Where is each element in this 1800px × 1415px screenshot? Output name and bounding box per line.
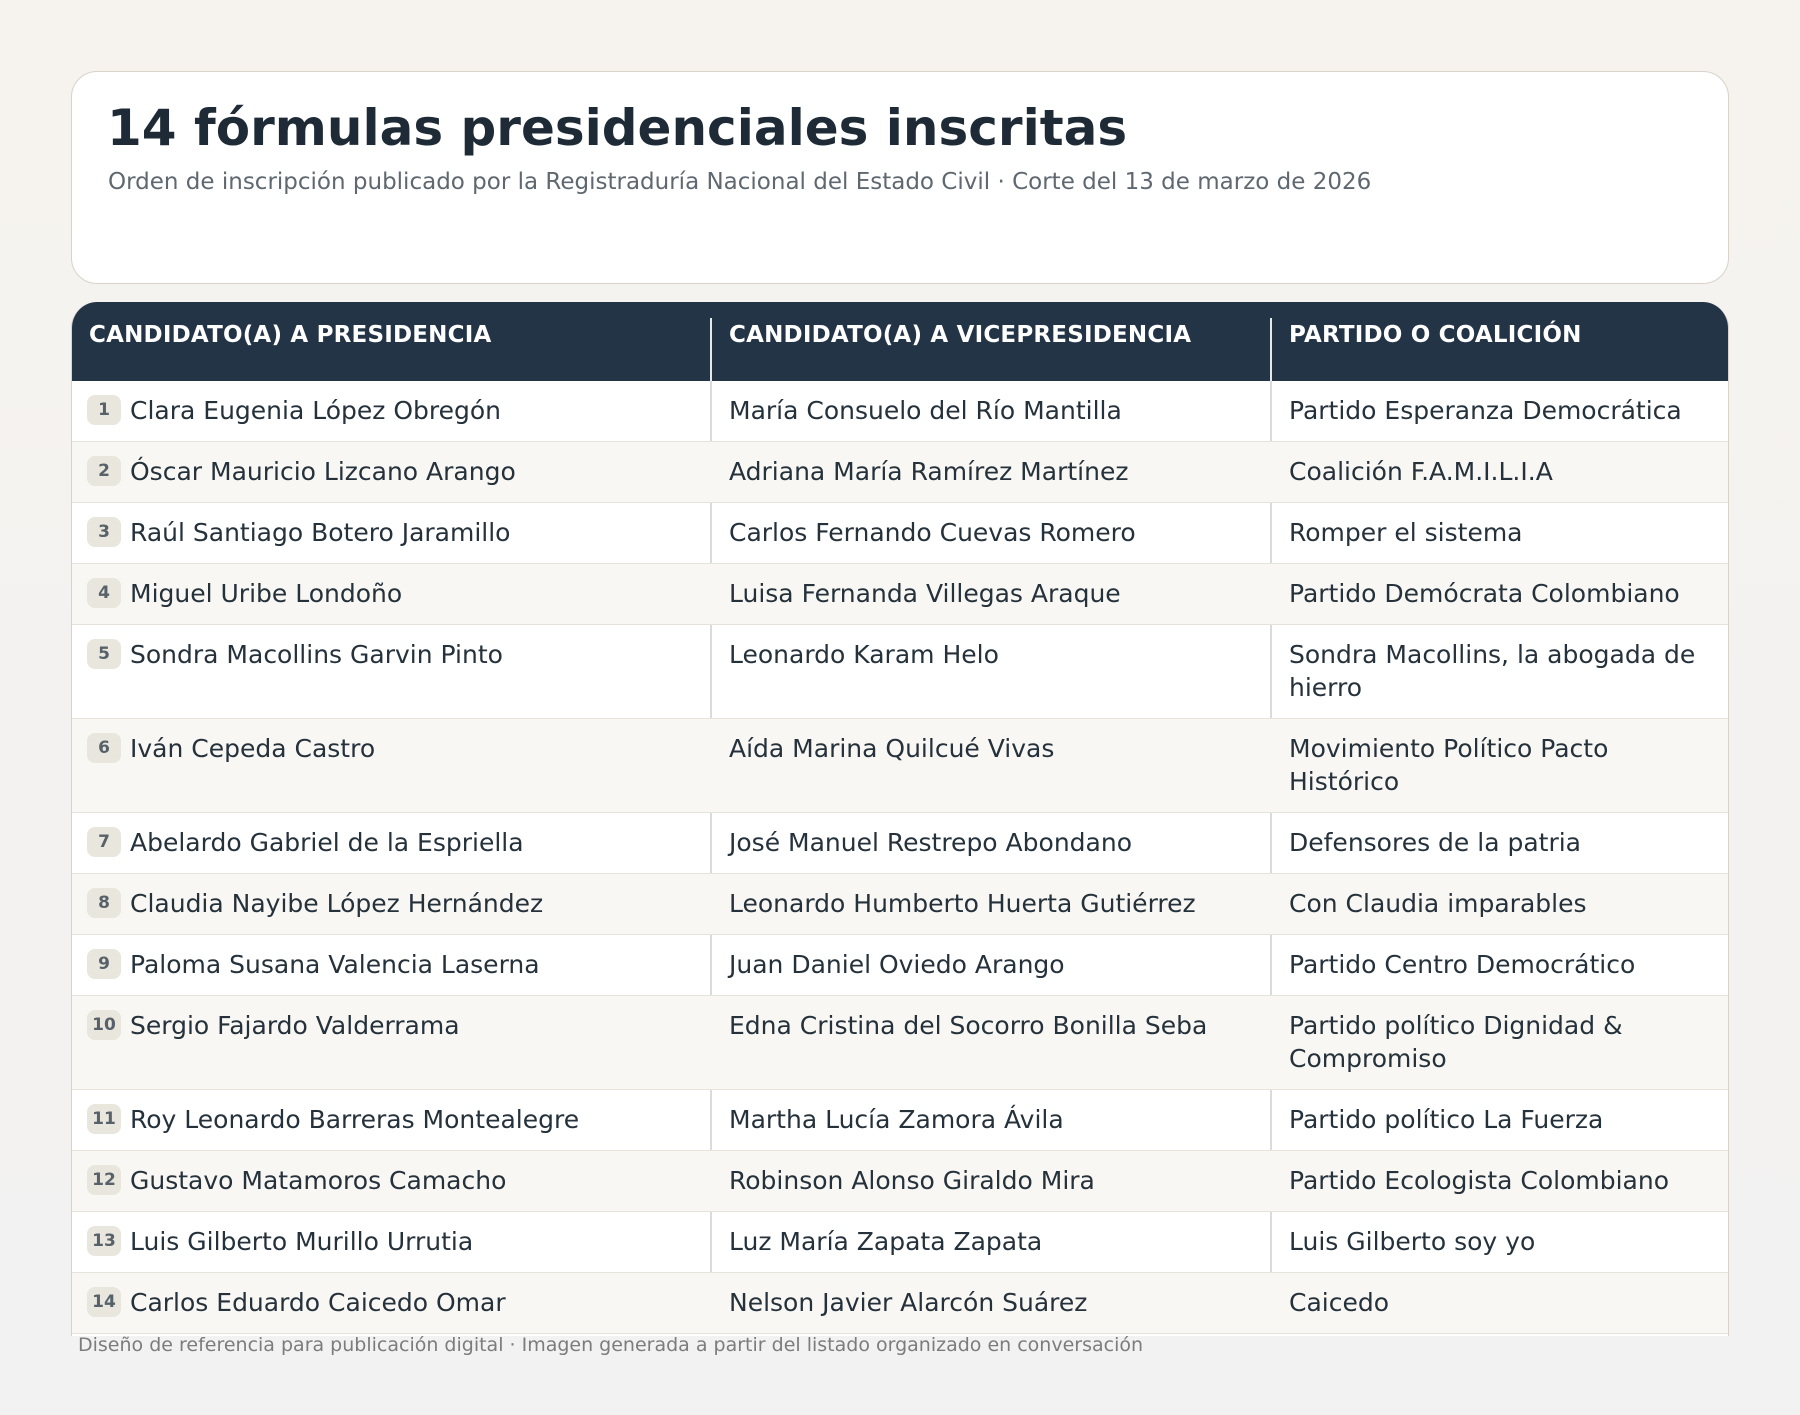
- table-row: [72, 381, 1728, 442]
- candidates-table: [71, 302, 1729, 1336]
- row-number-badge: 5: [87, 639, 121, 669]
- vice-president-cell: María Consuelo del Río Mantilla: [729, 396, 1122, 425]
- vice-president-cell: Nelson Javier Alarcón Suárez: [729, 1288, 1088, 1317]
- vice-president-cell: Robinson Alonso Giraldo Mira: [729, 1166, 1095, 1195]
- column-divider: [1270, 813, 1272, 873]
- row-number-badge: 12: [87, 1165, 121, 1195]
- vice-president-cell: Carlos Fernando Cuevas Romero: [729, 518, 1136, 547]
- president-cell: Óscar Mauricio Lizcano Arango: [130, 457, 516, 486]
- column-divider: [710, 625, 712, 718]
- table-row: [72, 1151, 1728, 1212]
- column-header-party: PARTIDO O COALICIÓN: [1289, 322, 1582, 348]
- table-row: [72, 1273, 1728, 1334]
- column-divider: [710, 813, 712, 873]
- table-row: [72, 719, 1728, 813]
- vice-president-cell: Adriana María Ramírez Martínez: [729, 457, 1129, 486]
- table-row: [72, 935, 1728, 996]
- president-cell: Clara Eugenia López Obregón: [130, 396, 501, 425]
- party-cell: Caicedo: [1289, 1288, 1390, 1317]
- vice-president-cell: Edna Cristina del Socorro Bonilla Seba: [729, 1011, 1208, 1040]
- column-header-vice-president: CANDIDATO(A) A VICEPRESIDENCIA: [729, 322, 1192, 348]
- party-cell: Partido Centro Democrático: [1289, 950, 1636, 979]
- column-divider: [1270, 935, 1272, 995]
- column-divider: [710, 381, 712, 441]
- party-cell: Movimiento Político Pacto Histórico: [1289, 734, 1609, 796]
- president-cell: Luis Gilberto Murillo Urrutia: [130, 1227, 474, 1256]
- table-row: [72, 1090, 1728, 1151]
- header-divider: [710, 318, 712, 381]
- party-cell: Partido Demócrata Colombiano: [1289, 579, 1680, 608]
- row-number-badge: 11: [87, 1104, 121, 1134]
- row-number-badge: 14: [87, 1287, 121, 1317]
- table-row: [72, 442, 1728, 503]
- table-row: [72, 874, 1728, 935]
- table-row: [72, 1212, 1728, 1273]
- row-number-badge: 6: [87, 733, 121, 763]
- vice-president-cell: Leonardo Karam Helo: [729, 640, 999, 669]
- header-divider: [1270, 318, 1272, 381]
- president-cell: Roy Leonardo Barreras Montealegre: [130, 1105, 580, 1134]
- president-cell: Claudia Nayibe López Hernández: [130, 889, 544, 918]
- party-cell: Luis Gilberto soy yo: [1289, 1227, 1536, 1256]
- party-cell: Partido Ecologista Colombiano: [1289, 1166, 1670, 1195]
- vice-president-cell: Aída Marina Quilcué Vivas: [729, 734, 1055, 763]
- table-header: [72, 302, 1728, 381]
- column-divider: [710, 1090, 712, 1150]
- party-cell: Romper el sistema: [1289, 518, 1523, 547]
- column-divider: [710, 1212, 712, 1272]
- column-divider: [1270, 1212, 1272, 1272]
- table-row: [72, 625, 1728, 719]
- party-cell: Partido político La Fuerza: [1289, 1105, 1604, 1134]
- row-number-badge: 13: [87, 1226, 121, 1256]
- row-number-badge: 7: [87, 827, 121, 857]
- column-divider: [710, 503, 712, 563]
- party-cell: Coalición F.A.M.I.L.I.A: [1289, 457, 1553, 486]
- table-row: [72, 564, 1728, 625]
- vice-president-cell: Martha Lucía Zamora Ávila: [729, 1105, 1064, 1134]
- table-row: [72, 503, 1728, 564]
- president-cell: Carlos Eduardo Caicedo Omar: [130, 1288, 506, 1317]
- column-header-president: CANDIDATO(A) A PRESIDENCIA: [89, 322, 492, 348]
- row-number-badge: 9: [87, 949, 121, 979]
- president-cell: Paloma Susana Valencia Laserna: [130, 950, 540, 979]
- vice-president-cell: Juan Daniel Oviedo Arango: [729, 950, 1065, 979]
- vice-president-cell: Luisa Fernanda Villegas Araque: [729, 579, 1121, 608]
- party-cell: Con Claudia imparables: [1289, 889, 1587, 918]
- row-number-badge: 1: [87, 395, 121, 425]
- column-divider: [1270, 381, 1272, 441]
- page-subtitle: Orden de inscripción publicado por la Registraduría Nacional del Estado Civil · Corte del 13 de marzo de 2026: [108, 169, 1372, 195]
- header-card: [71, 71, 1729, 284]
- president-cell: Sondra Macollins Garvin Pinto: [130, 640, 503, 669]
- table-row: [72, 996, 1728, 1090]
- party-cell: Partido político Dignidad & Compromiso: [1289, 1011, 1623, 1073]
- vice-president-cell: Luz María Zapata Zapata: [729, 1227, 1043, 1256]
- vice-president-cell: José Manuel Restrepo Abondano: [729, 828, 1132, 857]
- president-cell: Iván Cepeda Castro: [130, 734, 376, 763]
- vice-president-cell: Leonardo Humberto Huerta Gutiérrez: [729, 889, 1196, 918]
- president-cell: Gustavo Matamoros Camacho: [130, 1166, 507, 1195]
- footnote: Diseño de referencia para publicación digital · Imagen generada a partir del listado organizado en conversación: [78, 1334, 1144, 1356]
- party-cell: Partido Esperanza Democrática: [1289, 396, 1682, 425]
- party-cell: Sondra Macollins, la abogada de hierro: [1289, 640, 1696, 702]
- table-row: [72, 813, 1728, 874]
- president-cell: Abelardo Gabriel de la Espriella: [130, 828, 524, 857]
- president-cell: Sergio Fajardo Valderrama: [130, 1011, 460, 1040]
- row-number-badge: 2: [87, 456, 121, 486]
- column-divider: [710, 935, 712, 995]
- president-cell: Raúl Santiago Botero Jaramillo: [130, 518, 511, 547]
- party-cell: Defensores de la patria: [1289, 828, 1582, 857]
- row-number-badge: 10: [87, 1010, 121, 1040]
- page-title: 14 fórmulas presidenciales inscritas: [107, 99, 1128, 157]
- row-number-badge: 4: [87, 578, 121, 608]
- column-divider: [1270, 503, 1272, 563]
- row-number-badge: 8: [87, 888, 121, 918]
- president-cell: Miguel Uribe Londoño: [130, 579, 403, 608]
- column-divider: [1270, 625, 1272, 718]
- row-number-badge: 3: [87, 517, 121, 547]
- column-divider: [1270, 1090, 1272, 1150]
